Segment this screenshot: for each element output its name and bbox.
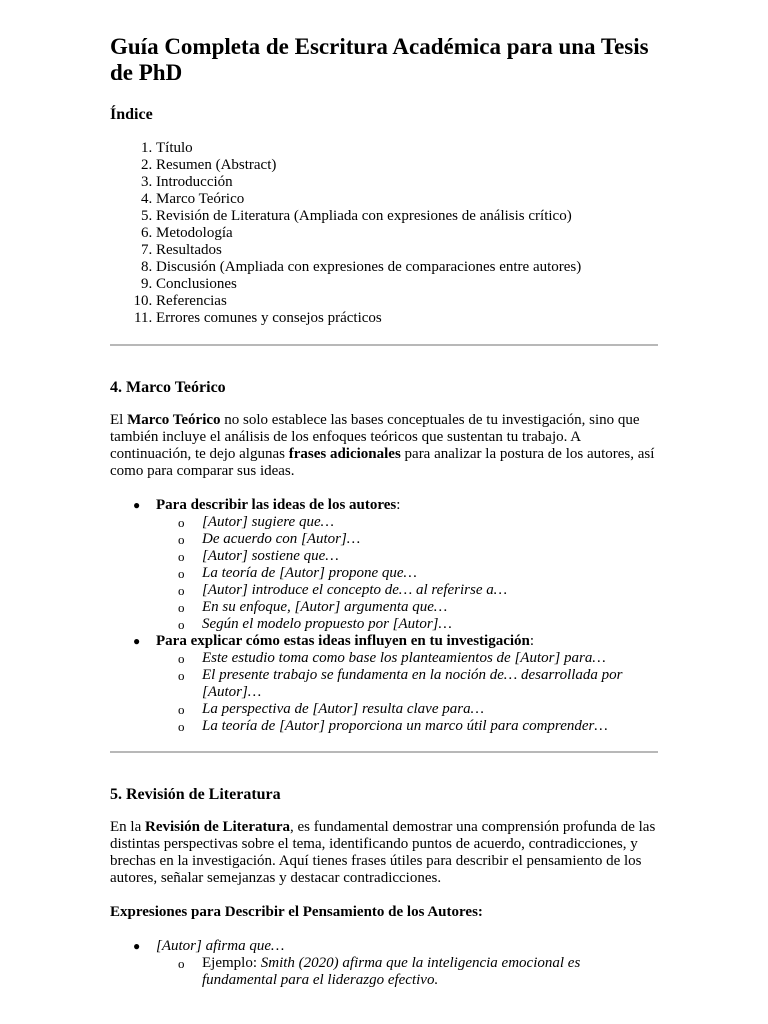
list-item [178, 667, 658, 701]
toc-item: 3. Introducción [156, 174, 658, 191]
group-label: Para describir las ideas de los autores [156, 497, 397, 513]
phrase-text: [Autor] sostiene que… [202, 548, 339, 564]
circle-bullet-icon: o [178, 719, 185, 734]
group-colon: : [396, 497, 401, 513]
circle-bullet-icon: o [178, 956, 185, 971]
list-item [178, 701, 658, 718]
bold-term: frases adicionales [288, 446, 401, 462]
toc-item: 7. Resultados [156, 242, 658, 259]
text-run: , es fundamental demostrar una comprensión profunda de las distintas perspectivas sobre el tema, identificando puntos de acuerdo, contradicciones, y brechas en la investigación. Aquí tienes frases útiles para describir el pensamiento de los autores, señalar semejanzas y destacar contradicciones. [110, 819, 656, 886]
circle-bullet-icon: o [178, 617, 185, 632]
section-divider [110, 344, 658, 346]
index-heading: Índice [110, 106, 153, 123]
bullet-icon: ● [133, 939, 141, 953]
bullet-icon: ● [133, 634, 141, 648]
document-title: Guía Completa de Escritura Académica para una Tesis de PhD [110, 34, 649, 85]
section-divider [110, 751, 658, 753]
marco-intro-paragraph [110, 412, 658, 480]
circle-bullet-icon: o [178, 549, 185, 564]
list-item [178, 718, 658, 735]
bold-term: Revisión de Literatura [145, 819, 290, 835]
phrase-sublist [156, 650, 658, 735]
example-text: Smith (2020) afirma que la inteligencia emocional es fundamental para el liderazgo efectivo. [202, 955, 581, 988]
phrase-text: Este estudio toma como base los planteamientos de [Autor] para… [202, 650, 606, 666]
list-item [178, 616, 658, 633]
list-item [178, 955, 658, 989]
phrase-text: De acuerdo con [Autor]… [202, 531, 361, 547]
circle-bullet-icon: o [178, 600, 185, 615]
list-item [133, 497, 658, 633]
toc-item: 2. Resumen (Abstract) [156, 157, 658, 174]
list-item [178, 650, 658, 667]
phrase-text: [Autor] sugiere que… [202, 514, 334, 530]
revision-subheading: Expresiones para Describir el Pensamiento de los Autores: [110, 904, 483, 920]
group-label: Para explicar cómo estas ideas influyen en tu investigación [156, 633, 530, 649]
revision-intro-paragraph [110, 819, 658, 887]
section-heading-marco: 4. Marco Teórico [110, 379, 226, 396]
list-item [178, 582, 658, 599]
group-colon: : [529, 633, 535, 649]
list-item [178, 531, 658, 548]
text-run: En la [110, 819, 145, 835]
toc-item: 1. Título [156, 140, 658, 157]
revision-phrase-list [110, 938, 658, 989]
circle-bullet-icon: o [178, 702, 185, 717]
text-run: para analizar la postura de los autores, así como para comparar sus ideas. [110, 446, 655, 479]
phrase-text: La teoría de [Autor] proporciona un marco útil para comprender… [202, 718, 608, 734]
text-run: no solo establece las bases conceptuales de tu investigación, sino que también incluye el análisis de los enfoques teóricos que sustentan tu trabajo. A continuación, te dejo algunas [110, 412, 640, 462]
circle-bullet-icon: o [178, 651, 185, 666]
table-of-contents [110, 140, 658, 327]
toc-item: 8. Discusión (Ampliada con expresiones de comparaciones entre autores) [156, 259, 658, 276]
toc-item: 5. Revisión de Literatura (Ampliada con expresiones de análisis crítico) [156, 208, 658, 225]
toc-item: 4. Marco Teórico [156, 191, 658, 208]
phrase-text: La teoría de [Autor] propone que… [202, 565, 417, 581]
phrase-text: [Autor] introduce el concepto de… al referirse a… [202, 582, 508, 598]
bold-term: Marco Teórico [127, 412, 221, 428]
circle-bullet-icon: o [178, 515, 185, 530]
phrase-text: La perspectiva de [Autor] resulta clave para… [202, 701, 484, 717]
list-item [178, 599, 658, 616]
circle-bullet-icon: o [178, 668, 185, 683]
circle-bullet-icon: o [178, 532, 185, 547]
list-item [178, 565, 658, 582]
list-item [178, 514, 658, 531]
circle-bullet-icon: o [178, 583, 185, 598]
section-heading-revision: 5. Revisión de Literatura [110, 786, 281, 803]
phrase-text: En su enfoque, [Autor] argumenta que… [202, 599, 448, 615]
toc-item: 10. Referencias [156, 293, 658, 310]
text-run: El [110, 412, 128, 428]
marco-phrase-list [110, 497, 658, 735]
bullet-icon: ● [133, 498, 141, 512]
list-item [178, 548, 658, 565]
list-item [133, 938, 658, 989]
toc-item: 6. Metodología [156, 225, 658, 242]
phrase-sublist [156, 514, 658, 633]
toc-item: 9. Conclusiones [156, 276, 658, 293]
example-label: Ejemplo: [202, 955, 261, 971]
phrase-text: El presente trabajo se fundamenta en la noción de… desarrollada por [Autor]… [202, 667, 623, 700]
circle-bullet-icon: o [178, 566, 185, 581]
example-sublist [156, 955, 658, 989]
phrase-text: Según el modelo propuesto por [Autor]… [202, 616, 452, 632]
phrase-text: [Autor] afirma que… [156, 938, 285, 954]
toc-item: 11. Errores comunes y consejos prácticos [156, 310, 658, 327]
list-item [133, 633, 658, 735]
